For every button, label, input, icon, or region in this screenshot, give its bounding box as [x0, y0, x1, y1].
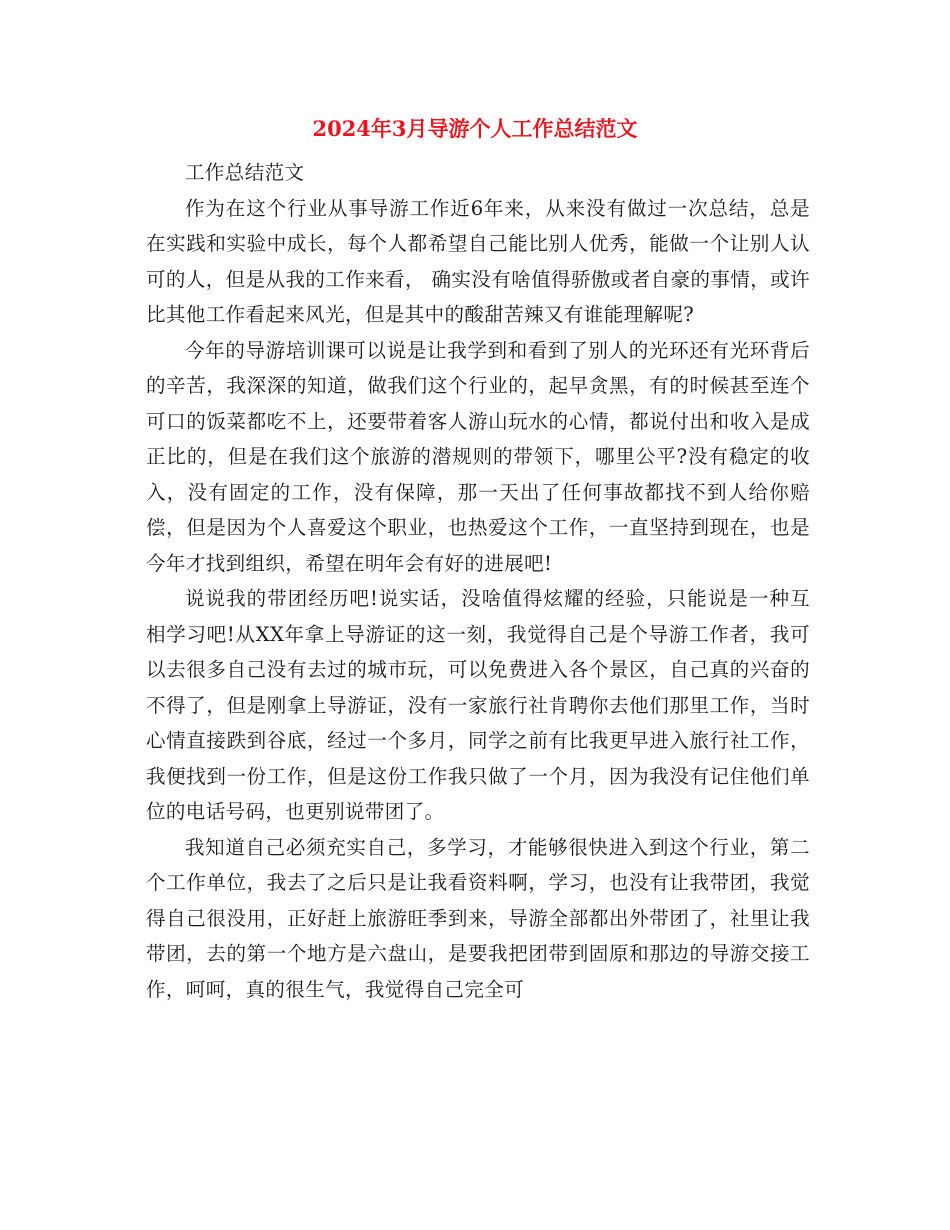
document-body	[146, 155, 810, 1007]
paragraph: 说说我的带团经历吧!说实话，没啥值得炫耀的经验，只能说是一种互相学习吧!从XX年拿上导游证的这一刻，我觉得自己是个导游工作者，我可以去很多自己没有去过的城市玩，可以免费进入各个景区，自己真的兴奋的不得了，但是刚拿上导游证，没有一家旅行社肯聘你去他们那里工作，当时心情直接跌到谷底，经过一个多月，同学之前有比我更早进入旅行社工作，我便找到一份工作，但是这份工作我只做了一个月，因为我没有记住他们单位的电话号码，也更别说带团了。	[146, 587, 810, 823]
paragraph: 我知道自己必须充实自己，多学习，才能够很快进入到这个行业，第二个工作单位，我去了之后只是让我看资料啊，学习，也没有让我带团，我觉得自己很没用，正好赶上旅游旺季到来，导游全部都出外带团了，社里让我带团，去的第一个地方是六盘山，是要我把团带到固原和那边的导游交接工作，呵呵，真的很生气，我觉得自己完全可	[146, 835, 810, 1001]
section-heading: 工作总结范文	[185, 161, 305, 184]
paragraph: 今年的导游培训课可以说是让我学到和看到了别人的光环还有光环背后的辛苦，我深深的知道，做我们这个行业的，起早贪黑，有的时候甚至连个可口的饭菜都吃不上，还要带着客人游山玩水的心情，都说付出和收入是成正比的，但是在我们这个旅游的潜规则的带领下，哪里公平?没有稳定的收入，没有固定的工作，没有保障，那一天出了任何事故都找不到人给你赔偿，但是因为个人喜爱这个职业，也热爱这个工作，一直坚持到现在，也是今年才找到组织，希望在明年会有好的进展吧!	[146, 338, 810, 575]
paragraph: 作为在这个行业从事导游工作近6年来，从来没有做过一次总结，总是在实践和实验中成长，每个人都希望自己能比别人优秀，能做一个让别人认可的人，但是从我的工作来看， 确实没有啥值得骄傲或者自豪的事情，或许比其他工作看起来风光，但是其中的酸甜苦辣又有谁能理解呢?	[146, 196, 810, 326]
document-title: 2024年3月导游个人工作总结范文	[312, 116, 638, 141]
